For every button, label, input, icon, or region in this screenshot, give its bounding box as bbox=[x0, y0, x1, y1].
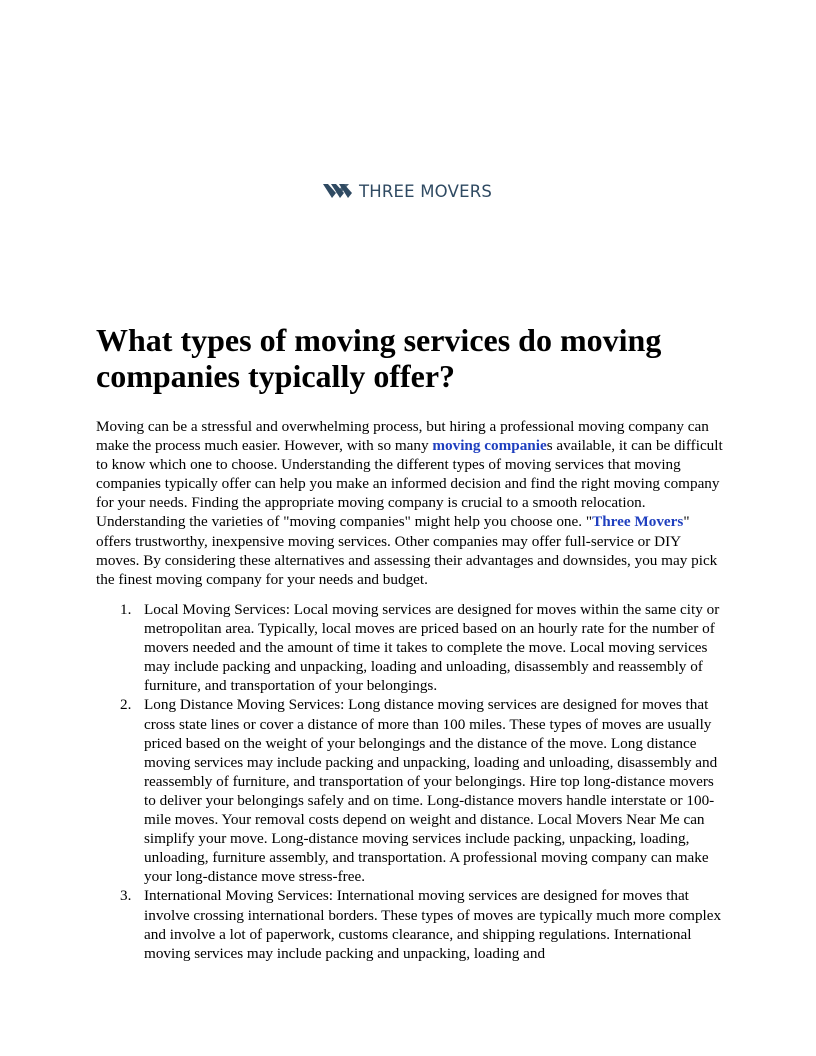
list-item-text: Local Moving Services: Local moving services are designed for moves within the same city or metropolitan area. Typically, local moves are priced based on an hourly rate for the number of movers needed and the amount of time it takes to complete the move. Local moving services may include packing and unpacking, loading and unloading, disassembly and reassembly of furniture, and transportation of your belongings. bbox=[144, 601, 720, 695]
three-movers-logo bbox=[323, 180, 492, 204]
intro-text-1: Moving can be a stressful and overwhelming process, but hiring a professional moving company can make the process much easier. However, with so many bbox=[96, 418, 709, 455]
list-item bbox=[96, 886, 726, 962]
intro-paragraph bbox=[96, 417, 726, 589]
intro-text-2: s available, it can be difficult to know which one to choose. Understanding the different types of moving services that moving companies typically offer can help you make an informed decision and find the right moving company for your needs. Finding the appropriate moving company is crucial to a smooth relocation. Understanding the varieties of "moving companies" might help you choose one. " bbox=[96, 437, 723, 531]
list-item-text: Long Distance Moving Services: Long distance moving services are designed for moves that cross state lines or cover a distance of more than 100 miles. These types of moves are usually priced based on the weight of your belongings and the distance of the move. Long distance moving services may include packing and unpacking, loading and unloading, disassembly and reassembly of furniture, and transportation of your belongings. Hire top long-distance movers to deliver your belongings safely and on time. Long-distance movers handle interstate or 100-mile moves. Your removal costs depend on weight and distance. Local Movers Near Me can simplify your move. Long-distance moving services include packing, unpacking, loading, unloading, furniture assembly, and transportation. A professional moving company can make your long-distance move stress-free. bbox=[144, 696, 718, 886]
list-item-number: 2. bbox=[120, 696, 132, 714]
list-item bbox=[96, 600, 726, 695]
services-list bbox=[96, 600, 726, 963]
three-movers-logo-icon bbox=[323, 180, 355, 204]
list-item-number: 1. bbox=[120, 601, 132, 618]
page-title: What types of moving services do moving companies typically offer? bbox=[96, 322, 662, 394]
logo-wordmark: THREE MOVERS bbox=[359, 182, 493, 201]
list-item-text: International Moving Services: International moving services are designed for moves that involve crossing international borders. These types of moves are typically much more complex and involve a lot of paperwork, customs clearance, and shipping regulations. International moving services may include packing and unpacking, loading and bbox=[144, 887, 722, 962]
list-item-number: 3. bbox=[120, 887, 132, 905]
list-item bbox=[96, 695, 726, 886]
intro-text-3: " offers trustworthy, inexpensive moving services. Other companies may offer full-service or DIY moves. By considering these alternatives and assessing their advantages and downsides, you may pick the finest moving company for your needs and budget. bbox=[96, 513, 718, 588]
moving-companies-link[interactable]: moving companie bbox=[432, 437, 547, 455]
three-movers-link[interactable]: Three Movers bbox=[592, 513, 684, 531]
